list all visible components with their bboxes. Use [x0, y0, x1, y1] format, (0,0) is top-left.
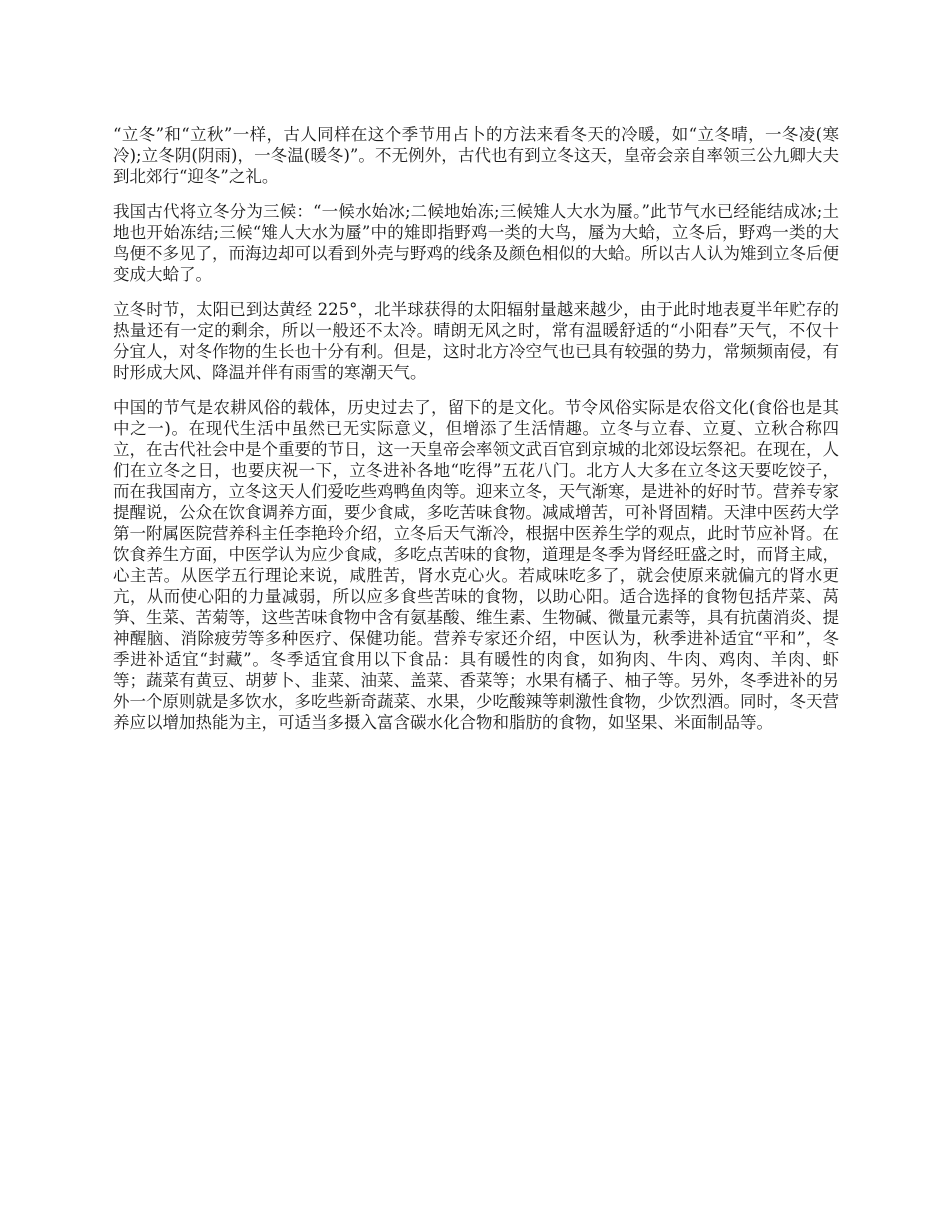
- paragraph-2: 我国古代将立冬分为三候：“一候水始冰;二候地始冻;三候雉人大水为蜃。”此节气水已经能结成冰;土地也开始冻结;三候“雉人大水为蜃”中的雉即指野鸡一类的大鸟，蜃为大蛤，立冬后，野鸡一类的大鸟便不多见了，而海边却可以看到外壳与野鸡的线条及颜色相似的大蛤。所以古人认为雉到立冬后便变成大蛤了。: [113, 202, 839, 284]
- paragraph-1: “立冬”和“立秋”一样，古人同样在这个季节用占卜的方法来看冬天的冷暖，如“立冬晴，一冬凌(寒冷);立冬阴(阴雨)，一冬温(暖冬)”。不无例外，古代也有到立冬这天，皇帝会亲自率领三公九卿大夫到北郊行“迎冬”之礼。: [113, 125, 839, 186]
- paragraph-4: 中国的节气是农耕风俗的载体，历史过去了，留下的是文化。节令风俗实际是农俗文化(食俗也是其中之一)。在现代生活中虽然已无实际意义，但增添了生活情趣。立冬与立春、立夏、立秋合称四立，在古代社会中是个重要的节日，这一天皇帝会率领文武百官到京城的北郊设坛祭祀。在现在，人们在立冬之日，也要庆祝一下，立冬进补各地“吃得”五花八门。北方人大多在立冬这天要吃饺子，而在我国南方，立冬这天人们爱吃些鸡鸭鱼肉等。迎来立冬，天气渐寒，是进补的好时节。营养专家提醒说，公众在饮食调养方面，要少食咸，多吃苦味食物。减咸增苦，可补肾固精。天津中医药大学第一附属医院营养科主任李艳玲介绍，立冬后天气渐冷，根据中医养生学的观点，此时节应补肾。在饮食养生方面，中医学认为应少食咸，多吃点苦味的食物，道理是冬季为肾经旺盛之时，而肾主咸，心主苦。从医学五行理论来说，咸胜苦，肾水克心火。若咸味吃多了，就会使原来就偏亢的肾水更亢，从而使心阳的力量减弱，所以应多食些苦味的食物，以助心阳。适合选择的食物包括芹菜、莴笋、生菜、苦菊等，这些苦味食物中含有氨基酸、维生素、生物碱、微量元素等，具有抗菌消炎、提神醒脑、消除疲劳等多种医疗、保健功能。营养专家还介绍，中医认为，秋季进补适宜“平和”，冬季进补适宜“封藏”。冬季适宜食用以下食品：具有暖性的肉食，如狗肉、牛肉、鸡肉、羊肉、虾等；蔬菜有黄豆、胡萝卜、韭菜、油菜、盖菜、香菜等；水果有橘子、柚子等。另外，冬季进补的另外一个原则就是多饮水，多吃些新奇蔬菜、水果，少吃酸辣等刺激性食物，少饮烈酒。同时，冬天营养应以增加热能为主，可适当多摄入富含碳水化合物和脂肪的食物，如坚果、米面制品等。: [113, 398, 839, 732]
- paragraph-3: 立冬时节，太阳已到达黄经 225°，北半球获得的太阳辐射量越来越少，由于此时地表夏半年贮存的热量还有一定的剩余，所以一般还不太冷。晴朗无风之时，常有温暖舒适的“小阳春”天气，不仅十分宜人，对冬作物的生长也十分有利。但是，这时北方冷空气也已具有较强的势力，常频频南侵，有时形成大风、降温并伴有雨雪的寒潮天气。: [113, 300, 839, 382]
- document-body: [113, 124, 839, 733]
